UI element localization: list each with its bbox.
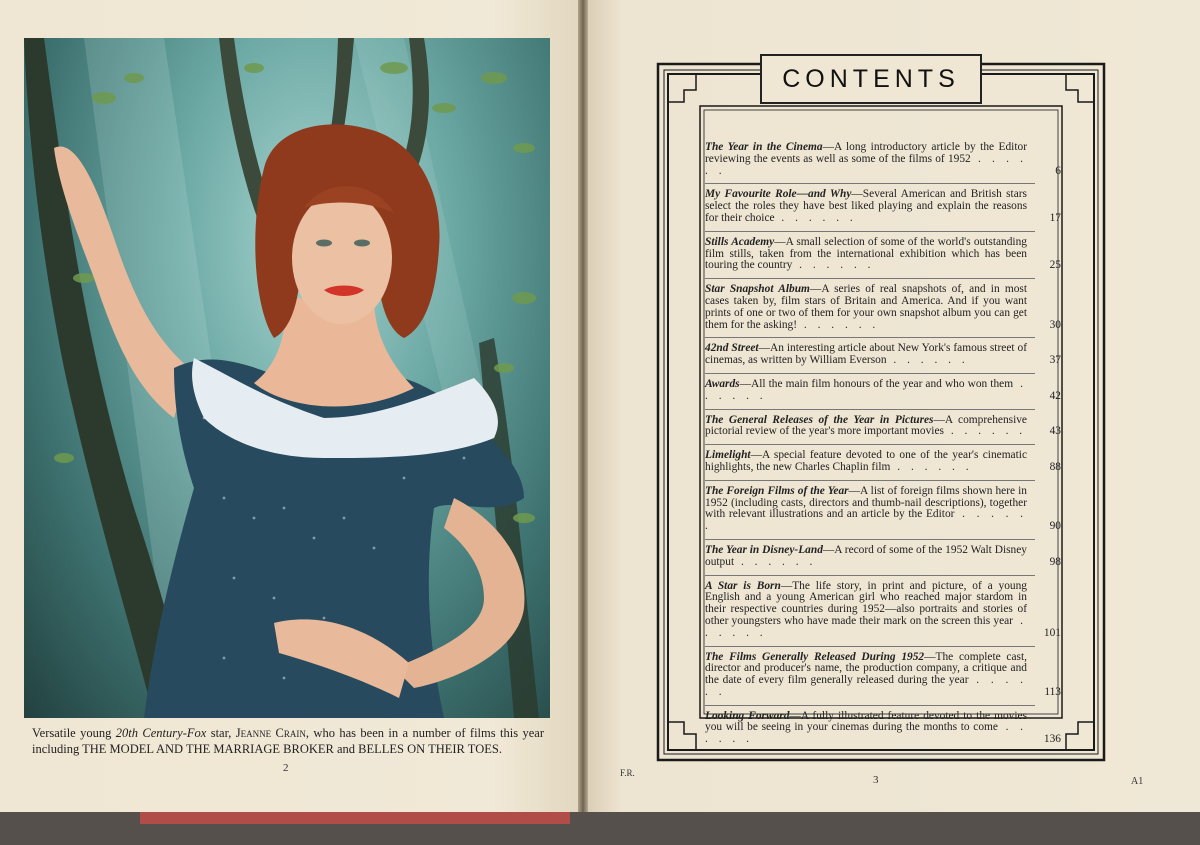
entry-separator (705, 231, 1035, 232)
entry-title: Limelight (705, 449, 751, 462)
leader-dots: . . . . . . (705, 377, 1028, 402)
entry-description: —A small selection of some of the world's outstanding film stills, taken from the international exhibition which has been touring the country (705, 235, 1027, 272)
leader-dots: . . . . . . (943, 425, 1027, 438)
contents-entry (705, 450, 1061, 474)
entry-title: The General Releases of the Year in Pictures (705, 413, 934, 426)
entry-separator (705, 646, 1035, 647)
caption-film-title: BELLES ON THEIR TOES (358, 742, 499, 756)
entry-description: —The complete cast, director and producer's name, the production company, a critique and the date of every film generally released during the year (705, 650, 1027, 687)
contents-title: CONTENTS (782, 64, 960, 93)
caption-mid: and (333, 742, 359, 756)
portrait-illustration (24, 38, 550, 718)
leader-dots: . . . . . . (792, 259, 875, 272)
entry-separator (705, 705, 1035, 706)
caption-star-name: Jeanne Crain (235, 726, 306, 740)
entry-page-number: 6 (1055, 164, 1061, 177)
caption-film-title: THE MODEL AND THE MARRIAGE BROKER (82, 742, 334, 756)
page-number-right: 3 (873, 774, 879, 786)
leader-dots: . . . . . . (705, 721, 1028, 746)
entry-separator (705, 539, 1035, 540)
entry-page-number: 25 (1049, 259, 1061, 272)
entry-page-number: 98 (1049, 555, 1061, 568)
entry-title: Looking Forward (705, 709, 790, 722)
entry-separator (705, 278, 1035, 279)
entry-page-number: 101 (1043, 626, 1061, 639)
entry-page-number: 43 (1049, 425, 1061, 438)
contents-entry (705, 486, 1061, 533)
entry-description: —A comprehensive pictorial review of the year's more important movies (705, 413, 1027, 438)
leader-dots: . . . . . . (890, 460, 973, 473)
contents-entry (705, 343, 1061, 367)
contents-entry (705, 379, 1061, 403)
entry-page-number: 136 (1043, 733, 1061, 746)
contents-title-box (760, 54, 982, 104)
entry-description: —A fully illustrated feature devoted to the movies you will be seeing in your cinemas during the months to come (705, 709, 1028, 734)
contents-entry (705, 652, 1061, 699)
entry-title: Star Snapshot Album (705, 283, 810, 296)
signature-mark: A1 (1131, 776, 1144, 787)
entry-title: The Year in Disney-Land (705, 543, 823, 556)
contents-entry (705, 545, 1061, 569)
entry-separator (705, 480, 1035, 481)
photo-caption (32, 725, 544, 757)
entry-title: 42nd Street (705, 342, 759, 355)
entry-description: —A record of some of the 1952 Walt Disney output (705, 543, 1027, 568)
caption-studio: 20th Century-Fox (115, 726, 207, 740)
leader-dots: . . . . . . (705, 614, 1027, 639)
leader-dots: . . . . . . (705, 152, 1028, 177)
entry-title: Awards (705, 377, 740, 390)
entry-page-number: 17 (1049, 211, 1061, 224)
page-number-left: 2 (283, 762, 289, 774)
entry-separator (705, 444, 1035, 445)
entry-description: —A list of foreign films shown here in 1952 (including casts, directors and thumb-nail descriptions), together with relevant illustrations and an article by the Editor (705, 484, 1027, 521)
contents-entry (705, 415, 1061, 439)
entry-separator (705, 575, 1035, 576)
caption-lead: Versatile young (32, 726, 116, 740)
entry-title: A Star is Born (705, 579, 781, 592)
contents-entry (705, 711, 1061, 746)
entry-description: —All the main film honours of the year and who won them (739, 377, 1014, 390)
entry-page-number: 42 (1049, 389, 1061, 402)
book-gutter (578, 0, 588, 818)
leader-dots: . . . . . . (774, 211, 857, 224)
leader-dots: . . . . . . (734, 555, 817, 568)
entry-page-number: 88 (1049, 460, 1061, 473)
leader-dots: . . . . . . (886, 354, 969, 367)
entry-separator (705, 373, 1035, 374)
entry-description: —Several American and British stars select the roles they have best liked playing and explain the reasons for their choice (705, 188, 1027, 224)
contents-entry (705, 581, 1061, 640)
entry-title: The Films Generally Released During 1952 (705, 650, 925, 663)
entry-description: —An interesting article about New York's famous street of cinemas, as written by William Everson (705, 342, 1027, 367)
caption-end: . (498, 742, 502, 756)
caption-mid: star, (206, 726, 236, 740)
leader-dots: . . . . . . (705, 508, 1027, 533)
entry-description: —A long introductory article by the Editor reviewing the events as well as some of the films of 1952 (705, 141, 1027, 165)
entry-page-number: 90 (1049, 520, 1061, 533)
entry-title: Stills Academy (705, 235, 775, 248)
entry-description: —A series of real snapshots of, and in most cases taken by, film stars of Britain and America. And if you want prints of one or two of them for your own snapshot album you can get them for the asking! (705, 283, 1027, 331)
table-of-contents (705, 142, 1061, 752)
entry-separator (705, 183, 1035, 184)
contents-entry (705, 237, 1061, 272)
leader-dots: . . . . . . (705, 674, 1027, 698)
entry-title: My Favourite Role—and Why (705, 188, 852, 201)
book-cover-edge (140, 812, 570, 824)
entry-page-number: 37 (1049, 354, 1061, 367)
entry-description: —A special feature devoted to one of the year's cinematic highlights, the new Charles Chaplin film (705, 449, 1027, 473)
portrait-photo (24, 38, 550, 718)
entry-description: —The life story, in print and picture, of a young English and a young American girl who reached major stardom in their respective countries during 1952—also portraits and stories of other youngsters who have made their mark on the screen this year (705, 579, 1027, 627)
entry-separator (705, 337, 1035, 338)
leader-dots: . . . . . . (797, 318, 880, 331)
caption-mid: , who has been in a number of films this year including (32, 726, 544, 756)
entry-page-number: 30 (1049, 318, 1061, 331)
entry-title: The Foreign Films of the Year (705, 484, 849, 497)
entry-page-number: 113 (1044, 685, 1061, 698)
entry-separator (705, 409, 1035, 410)
contents-entry (705, 189, 1061, 224)
contents-entry (705, 142, 1061, 177)
printer-mark: F.R. (620, 768, 635, 778)
contents-entry (705, 284, 1061, 331)
entry-title: The Year in the Cinema (705, 141, 823, 153)
